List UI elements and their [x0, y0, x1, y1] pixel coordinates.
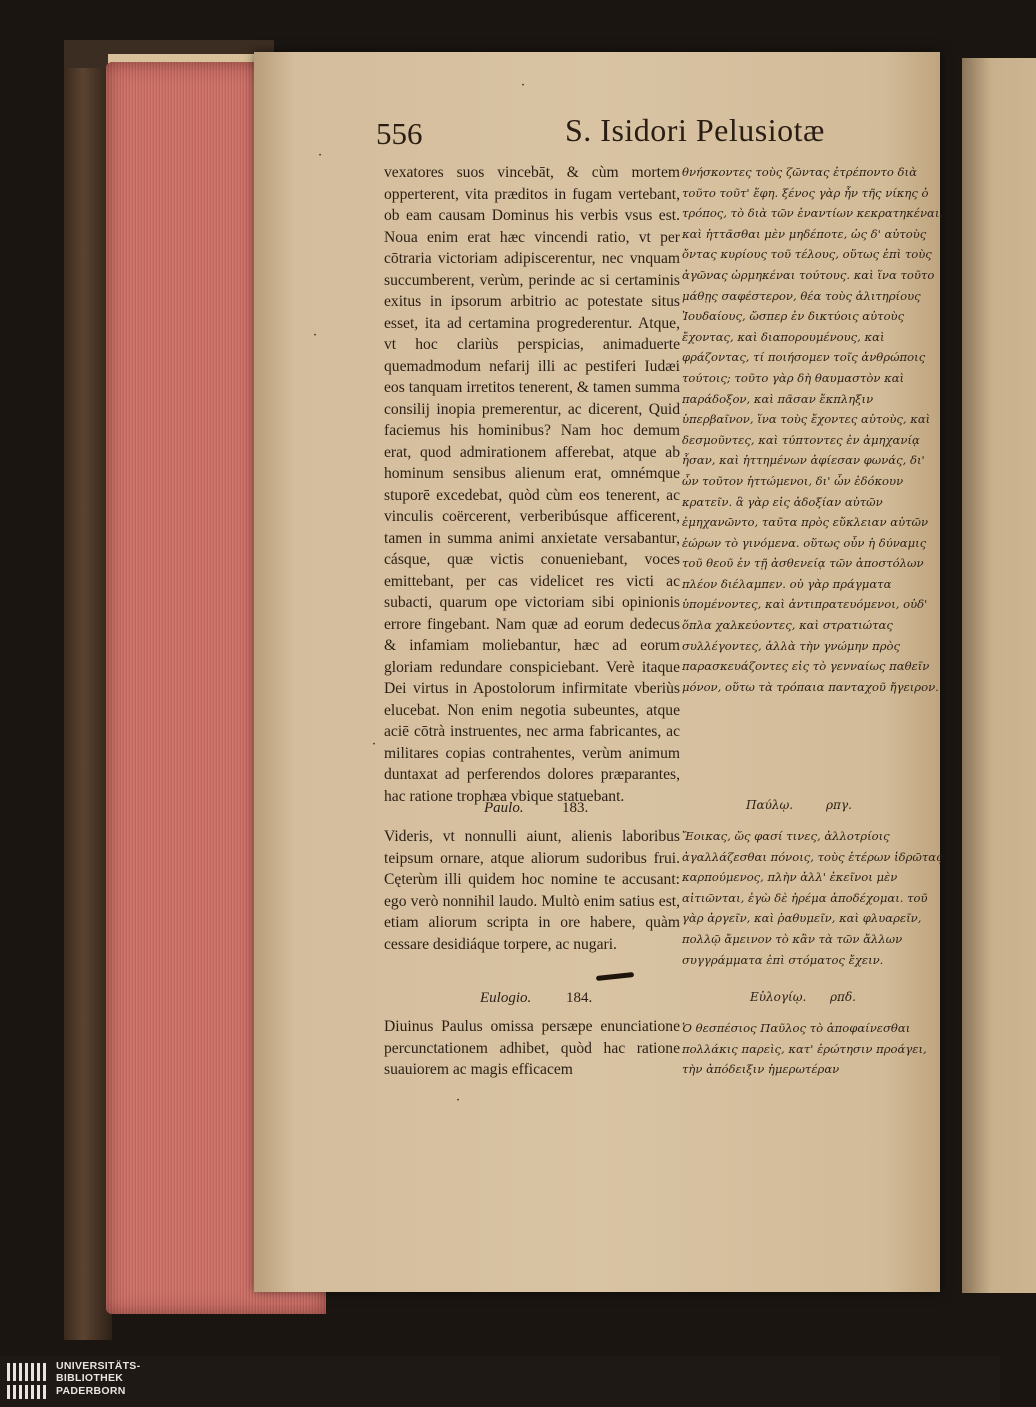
margin-dot: · — [318, 148, 323, 163]
latin-letter-183-title: Paulo. — [484, 800, 524, 816]
library-logo-text — [56, 1360, 140, 1397]
greek-letter-183-title: Παύλῳ. — [746, 798, 794, 812]
latin-letter-184 — [384, 1016, 680, 1081]
library-logo-icon — [6, 1361, 50, 1401]
greek-letter-184-text: Ὁ θεσπέσιος Παῦλος τὸ ἀποφαίνεσθαι πολλάκις παρεὶς, κατ' ἐρώτησιν προάγει, τὴν ἀπόδειξιν ἡμερωτέραν — [682, 1021, 927, 1077]
book-cover-edge — [64, 40, 112, 1340]
latin-letter-184-number: 184. — [566, 990, 593, 1006]
library-logo-line-3: PADERBORN — [56, 1384, 126, 1397]
latin-letter-183 — [384, 826, 680, 955]
printer-mark-bottom: · — [456, 1093, 461, 1108]
greek-letter-183 — [682, 826, 944, 970]
latin-letter-184-text: Diuinus Paulus omissa persæpe enunciatione percunctationem adhibet, quòd hac ratione suauiorem ac magis efficacem — [384, 1018, 680, 1078]
facing-page-edge — [962, 58, 1036, 1293]
library-logo-line-1: UNIVERSITÄTS- — [56, 1360, 141, 1372]
footer-bar — [0, 1356, 1000, 1407]
margin-dot: · — [372, 737, 377, 752]
greek-letter-184 — [682, 1018, 944, 1080]
latin-letter-184-title: Eulogio. — [480, 990, 532, 1006]
latin-letter-183-text: Videris, vt nonnulli aiunt, alienis laboribus teipsum ornare, atque aliorum sudoribus frui. Cęterùm illi quidem hoc nomine te accusant: ego verò nonnihil laudo. Multò enim satius est, etiam aliorum scripta in ore habere, quàm cessare desidiáque torpere, ac nugari. — [384, 828, 680, 953]
greek-letter-184-number: ρπδ. — [830, 990, 856, 1004]
greek-column — [682, 162, 944, 698]
latin-letter-183-number: 183. — [562, 800, 589, 816]
greek-letter-183-number: ρπγ. — [826, 798, 852, 812]
running-head: S. Isidori Pelusiotæ — [565, 112, 825, 148]
latin-continued-text: vexatores suos vincebāt, & cùm mortem opperterent, vita præditos in fugam vertebant, ob eam causam Dominus his verbis vsus est. Noua enim erat hæc vincendi ratio, vt per cōtraria victoriam adipiscerentur, nec vnquam succumberent, verùm, perinde ac si certaminis exitus in ipsorum arbitrio ac potestate situs esset, ita ad certamina progrederentur. Atque, vt hoc clariùs perspicias, animaduerte quemadmodum nefarij illi ac pestiferi Iudæi eos tanquam irretitos tenerent, & tamen summa consilij inopia premerentur, ac dicerent, Quid faciemus his hominibus? Nam hoc demum erat, quod admirationem afferebat, atque ab hominum sensibus alienum erat, omnémque stuporē excedebat, quòd cùm eos tenerent, ac vinculis coërcerent, verberibúsque afficerent, tamen in summa animi anxietate versabantur, cásque, quæ victis conueniebant, voces emittebant, per cas videlicet res victi ac subacti, quarum ope victoriam sibi opinionis errore fingebant. Nam quæ ad eorum dedecus & infamiam moliebantur, hæc ad eorum gloriam redundare conspiciebant. Verè itaque Dei virtus in Apostolorum infirmitate vberiùs elucebat. Non enim negotia subeuntes, atque aciē cōtrà instruentes, nec arma fabricantes, ac militares copias contrahentes, verùm animum duntaxat ad perferendos dolores præparantes, hac ratione trophæa vbique statuebant. — [384, 164, 680, 805]
page-number: 556 — [376, 116, 423, 151]
greek-continued-text: θνήσκοντες τοὺς ζῶντας ἐτρέποντο διὰ τοῦτο τοῦτ' ἔφη. ξένος γὰρ ἦν τῆς νίκης ὁ τρόπος, τὸ διὰ τῶν ἐναντίων κεκρατηκέναι, καὶ ἡττᾶσθαι μὲν μηδέποτε, ὡς δ' αὐτοὺς ὄντας κυρίους τοῦ τέλους, οὕτως ἐπὶ τοὺς ἀγῶνας ὡρμηκέναι τούτους. καὶ ἵνα τοῦτο μάθῃς σαφέστερον, θέα τοὺς ἀλιτηρίους Ἰουδαίους, ὥσπερ ἐν δικτύοις αὐτοὺς ἔχοντας, καὶ διαπορουμένους, καὶ φράζοντας, τί ποιήσομεν τοῖς ἀνθρώποις τούτοις; τοῦτο γὰρ δὴ θαυμαστὸν καὶ παράδοξον, καὶ πᾶσαν ἔκπληξιν ὑπερβαῖνον, ἵνα τοὺς ἔχοντες αὐτοὺς, καὶ δεσμοῦντες, καὶ τύπτοντες ἐν ἀμηχανίᾳ ἦσαν, καὶ ἡττημένων ἀφίεσαν φωνάς, δι' ὧν τοῦτον ἡττώμενοι, δι' ὧν ἐδόκουν κρατεῖν. ἃ γὰρ εἰς ἀδοξίαν αὐτῶν ἐμηχανῶντο, ταῦτα πρὸς εὔκλειαν αὐτῶν ἑώρων τὸ γινόμενα. οὕτως οὖν ἡ δύναμις τοῦ θεοῦ ἐν τῇ ἀσθενείᾳ τῶν ἀποστόλων πλέον διέλαμπεν. οὐ γὰρ πράγματα ὑπομένοντες, καὶ ἀντιπρατευόμενοι, οὐδ' ὅπλα χαλκεύοντες, καὶ στρατιώτας συλλέγοντες, ἀλλὰ τὴν γνώμην πρὸς παρασκευάζοντες εἰς τὸ γενναίως παθεῖν μόνον, οὕτω τὰ τρόπαια πανταχοῦ ἤγειρον. — [682, 165, 944, 694]
printer-mark-top: · — [521, 78, 526, 93]
greek-letter-183-text: Ἔοικας, ὥς φασί τινες, ἀλλοτρίοις ἀγαλλάζεσθαι πόνοις, τοὺς ἑτέρων ἱδρῶτας καρπούμενος, πλὴν ἀλλ' ἐκεῖνοι μὲν αἰτιῶνται, ἐγὼ δὲ ἠρέμα ἀποδέχομαι. τοῦ γὰρ ἀργεῖν, καὶ ῥαθυμεῖν, καὶ φλυαρεῖν, πολλῷ ἄμεινον τὸ κἂν τὰ τῶν ἄλλων συγγράμματα ἐπὶ στόματος ἔχειν. — [682, 829, 943, 967]
greek-letter-184-title: Εὐλογίῳ. — [750, 990, 807, 1004]
library-logo-line-2: BIBLIOTHEK — [56, 1372, 124, 1385]
latin-column — [384, 162, 680, 805]
margin-dot: · — [313, 328, 318, 343]
